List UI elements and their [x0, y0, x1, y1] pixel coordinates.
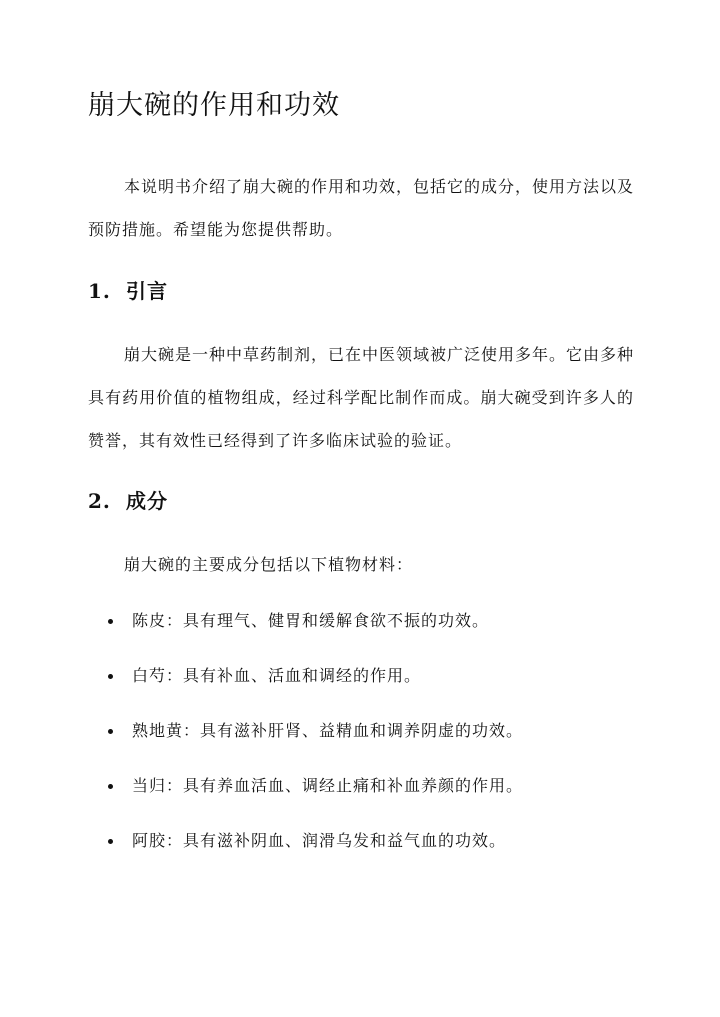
list-item [88, 598, 648, 653]
section-number: 1. [88, 279, 111, 303]
section-title: 成分 [126, 489, 168, 513]
bullet-icon [108, 839, 113, 844]
section-title: 引言 [126, 279, 168, 303]
section-heading-ingredients [88, 486, 168, 516]
bullet-icon [108, 784, 113, 789]
list-item [88, 653, 648, 708]
list-item-text: 熟地黄：具有滋补肝肾、益精血和调养阴虚的功效。 [132, 721, 524, 740]
ingredients-intro-paragraph: 崩大碗的主要成分包括以下植物材料： [124, 555, 414, 574]
list-item-text: 陈皮：具有理气、健胃和缓解食欲不振的功效。 [132, 611, 490, 630]
list-item-text: 阿胶：具有滋补阴血、润滑乌发和益气血的功效。 [132, 831, 507, 850]
intro-paragraph: 本说明书介绍了崩大碗的作用和功效，包括它的成分，使用方法以及预防措施。希望能为您提供帮助。 [88, 177, 635, 239]
section-heading-introduction [88, 276, 168, 306]
list-item-text: 白芍：具有补血、活血和调经的作用。 [132, 666, 422, 685]
list-item [88, 763, 648, 818]
ingredients-list [88, 598, 648, 873]
bullet-icon [108, 674, 113, 679]
list-item [88, 708, 648, 763]
introduction-paragraph: 崩大碗是一种中草药制剂，已在中医领域被广泛使用多年。它由多种具有药用价值的植物组成，经过科学配比制作而成。崩大碗受到许多人的赞誉，其有效性已经得到了许多临床试验的验证。 [88, 345, 635, 450]
bullet-icon [108, 729, 113, 734]
page-title: 崩大碗的作用和功效 [88, 90, 340, 121]
list-item-text: 当归：具有养血活血、调经止痛和补血养颜的作用。 [132, 776, 524, 795]
section-number: 2. [88, 489, 111, 513]
list-item [88, 818, 648, 873]
bullet-icon [108, 619, 113, 624]
